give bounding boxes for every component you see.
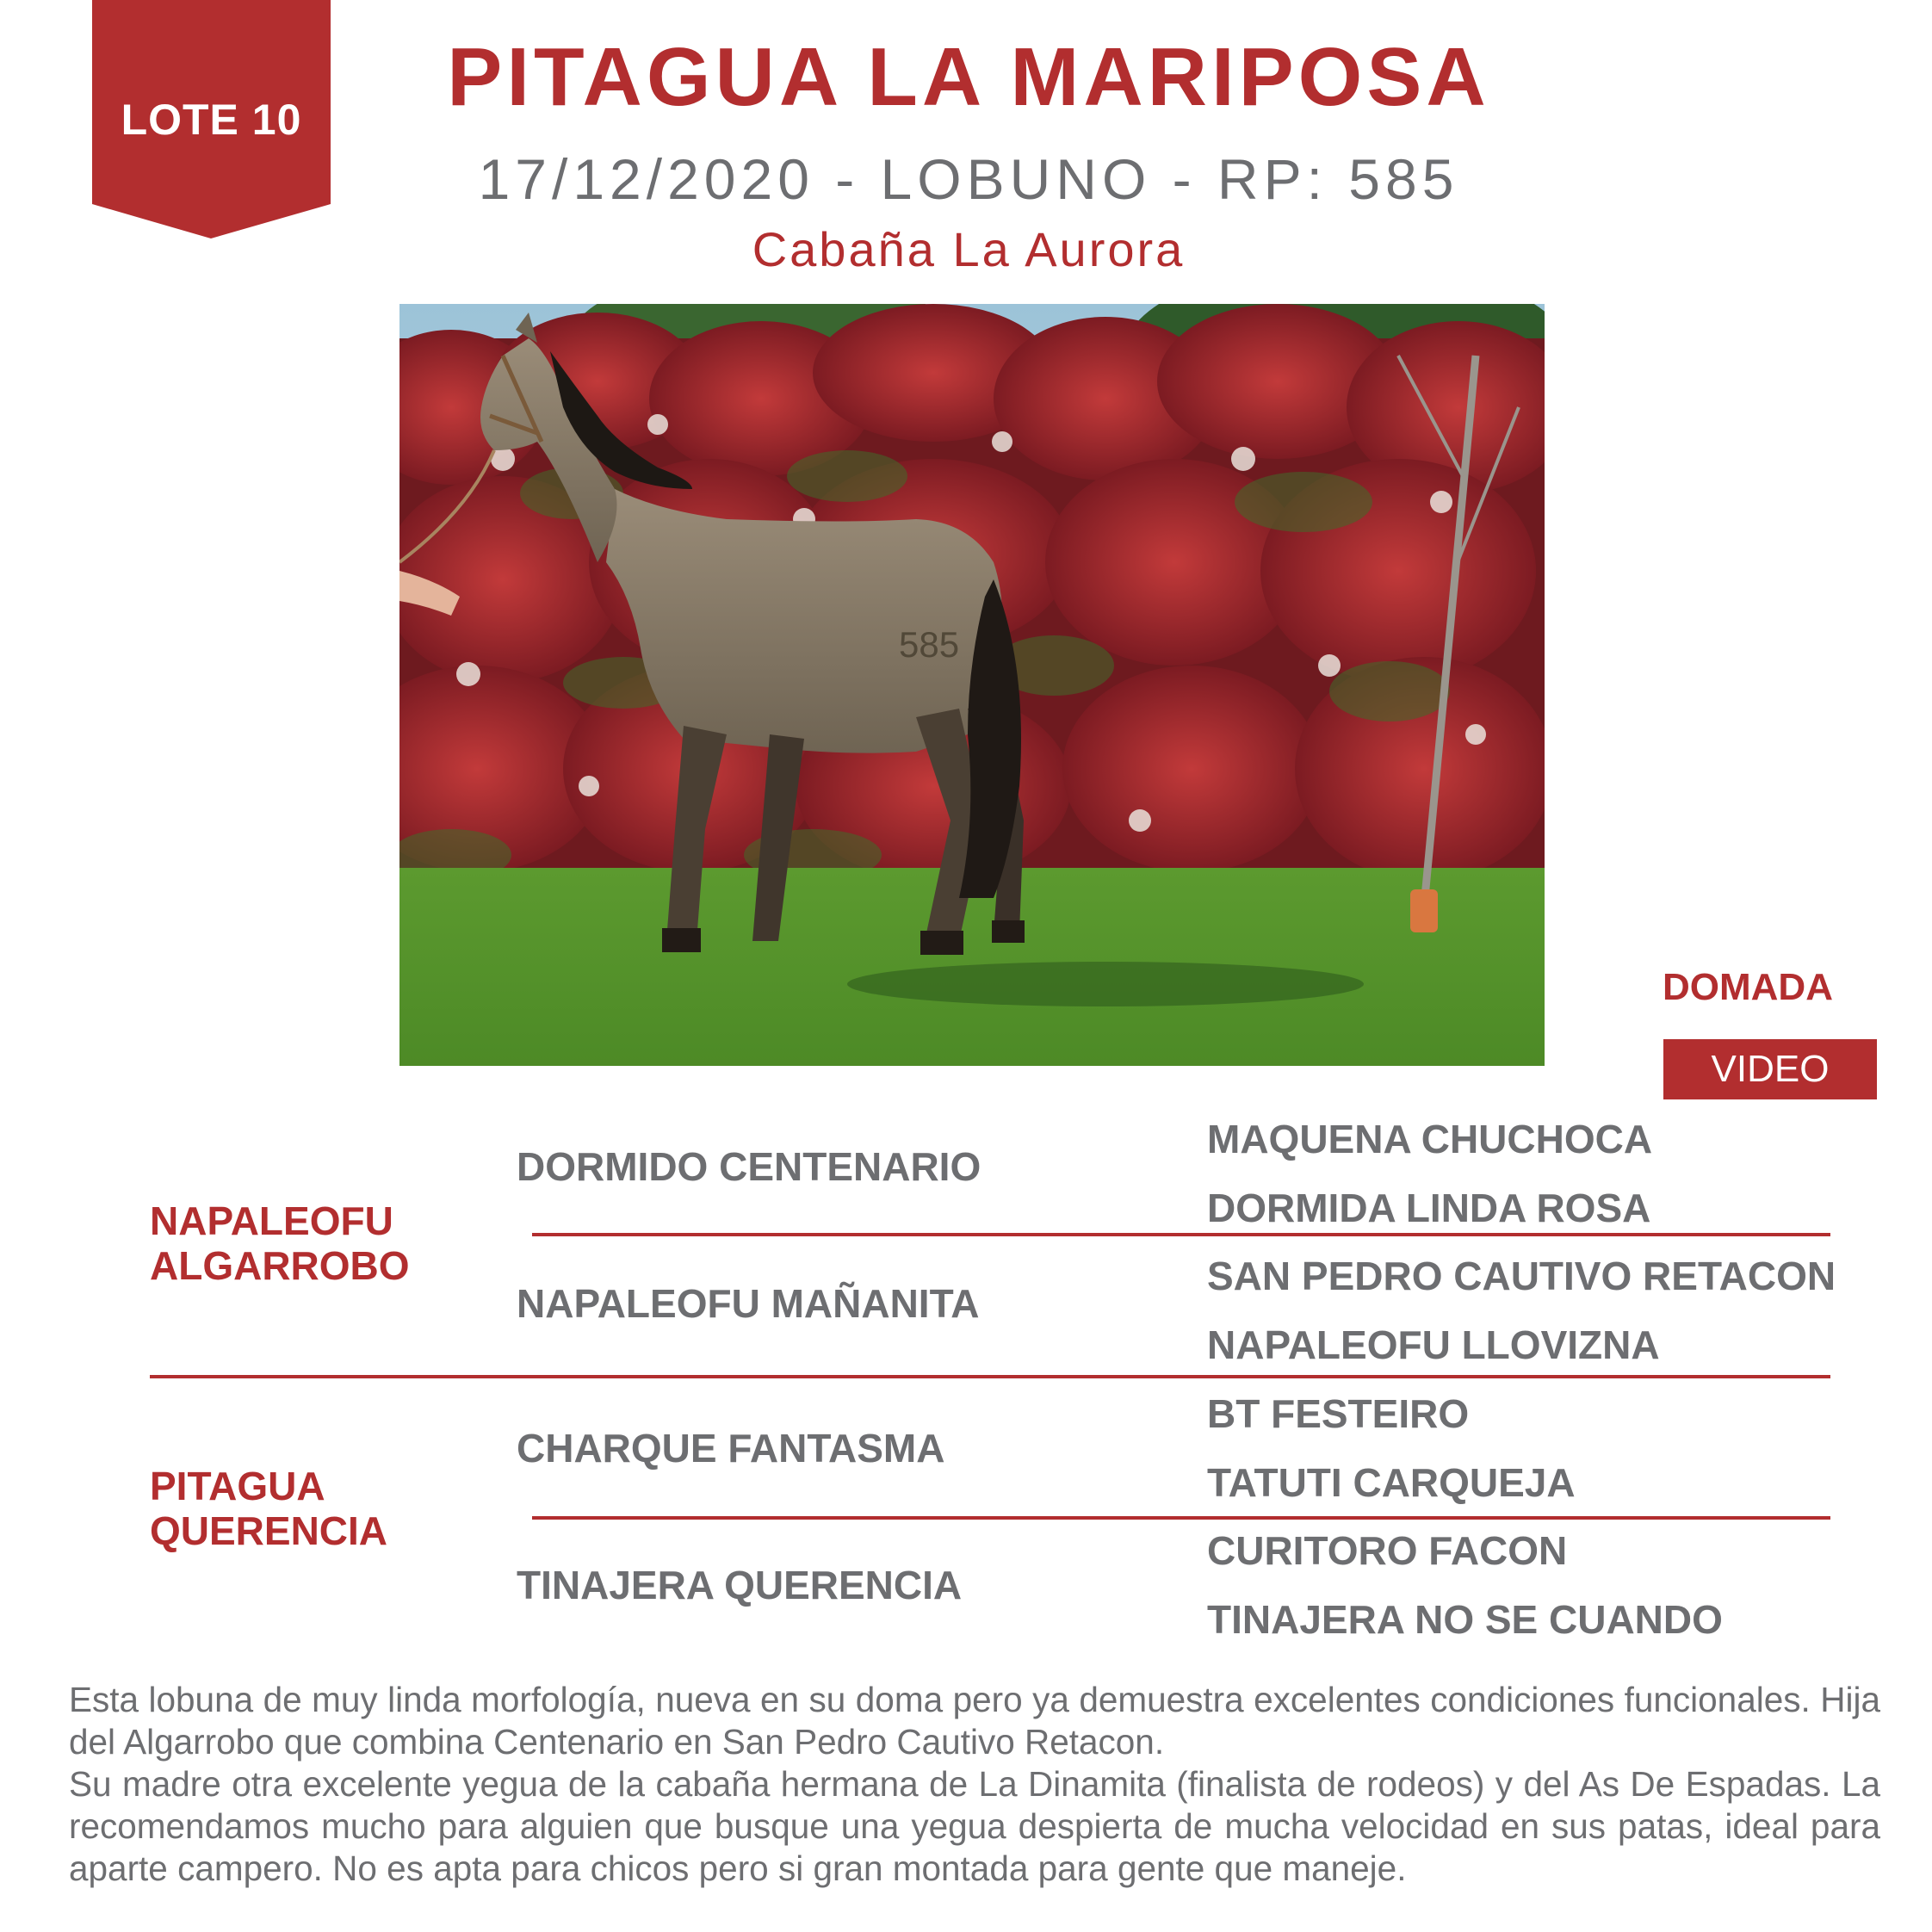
pedigree-dam-line2: QUERENCIA — [150, 1508, 388, 1553]
pedigree-divider — [532, 1233, 1830, 1236]
horse-photo — [399, 304, 1545, 1066]
description — [69, 1679, 1880, 1890]
pedigree-dam-line1: PITAGUA — [150, 1464, 325, 1508]
pedigree-sire-line2: ALGARROBO — [150, 1243, 410, 1288]
pedigree-great-grandparent: BT FESTEIRO — [1207, 1391, 1470, 1436]
description-paragraph: Esta lobuna de muy linda morfología, nueva en su doma pero ya demuestra excelentes condiciones funcionales. Hija del Algarrobo que combina Centenario en San Pedro Cautivo Retacon. — [69, 1680, 1880, 1762]
pedigree-sire — [150, 1198, 410, 1288]
description-paragraph: Su madre otra excelente yegua de la cabaña hermana de La Dinamita (finalista de rodeos) y del As De Espadas. La recomendamos mucho para alguien que busque una yegua despierta de mucha velocidad en sus patas, ideal para aparte campero. No es apta para chicos pero si gran montada para gente que maneje. — [69, 1764, 1880, 1888]
breeder-name: Cabaña La Aurora — [752, 222, 1186, 276]
lot-number: LOTE 10 — [121, 96, 302, 144]
pedigree-grandparent: NAPALEOFU MAÑANITA — [517, 1281, 980, 1326]
horse-name-title: PITAGUA LA MARIPOSA — [447, 31, 1490, 123]
pedigree-great-grandparent: DORMIDA LINDA ROSA — [1207, 1186, 1651, 1230]
pedigree-great-grandparent: TINAJERA NO SE CUANDO — [1207, 1597, 1723, 1642]
pedigree-divider — [150, 1375, 1830, 1378]
lot-badge — [92, 0, 331, 238]
status-domada: DOMADA — [1663, 966, 1833, 1008]
horse-details: 17/12/2020 - LOBUNO - RP: 585 — [478, 147, 1459, 211]
video-button[interactable]: VIDEO — [1663, 1039, 1877, 1099]
pedigree-grandparent: DORMIDO CENTENARIO — [517, 1144, 981, 1189]
pedigree-great-grandparent: CURITORO FACON — [1207, 1528, 1568, 1573]
pedigree-dam — [150, 1464, 387, 1553]
pedigree-grandparent: TINAJERA QUERENCIA — [517, 1563, 963, 1607]
pedigree-grandparent: CHARQUE FANTASMA — [517, 1426, 945, 1471]
pedigree-great-grandparent: TATUTI CARQUEJA — [1207, 1460, 1576, 1505]
pedigree-great-grandparent: MAQUENA CHUCHOCA — [1207, 1117, 1653, 1161]
pedigree-divider — [532, 1516, 1830, 1520]
pedigree-great-grandparent: NAPALEOFU LLOVIZNA — [1207, 1322, 1660, 1367]
pedigree-sire-line1: NAPALEOFU — [150, 1198, 393, 1243]
pedigree-great-grandparent: SAN PEDRO CAUTIVO RETACON — [1207, 1254, 1836, 1298]
horse-brand-number: 585 — [899, 624, 960, 665]
